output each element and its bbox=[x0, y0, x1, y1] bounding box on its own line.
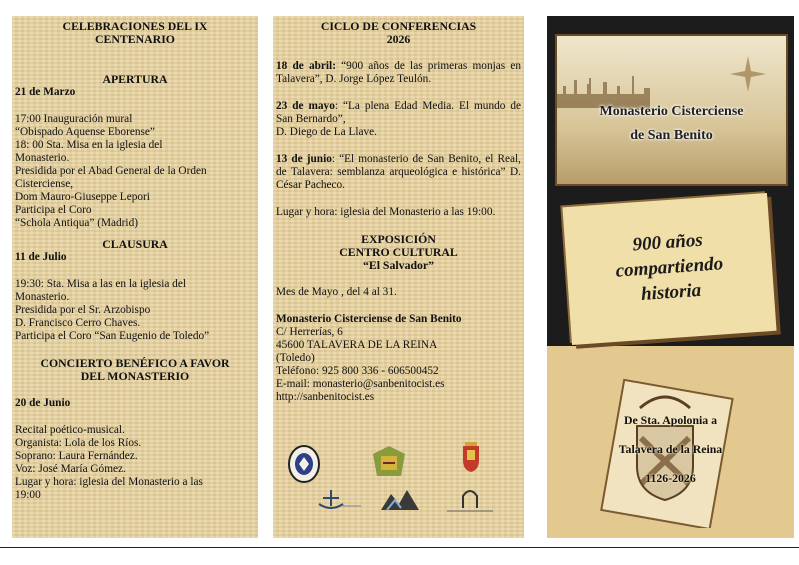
contact-name: Monasterio Cisterciense de San Benito bbox=[276, 313, 462, 325]
clausura-date: 11 de Julio bbox=[15, 251, 67, 263]
bottom-line-1: De Sta. Apolonia a bbox=[623, 413, 718, 427]
compass-rose-icon bbox=[728, 54, 768, 94]
talavera-arms-logo bbox=[459, 440, 483, 478]
conference-place: Lugar y hora: iglesia del Monasterio a las 19:00. bbox=[276, 206, 496, 218]
apertura-title: APERTURA bbox=[102, 72, 168, 86]
email-link[interactable]: E-mail: monasterio@sanbenitocist.es bbox=[276, 378, 445, 390]
turismo-logo bbox=[377, 484, 423, 518]
conference-2: 23 de mayo: “La plena Edad Media. El mundo de San Bernardo”, D. Diego de La Llave. bbox=[276, 100, 522, 138]
slogan-text: 900 años compartiendo historia bbox=[614, 229, 724, 306]
conference-1: 18 de abril: “900 años de las primeras monjas en Talavera”, D. Jorge López Teulón. bbox=[276, 60, 521, 85]
historic-map-photo bbox=[555, 34, 788, 186]
conferencias-heading: CICLO DE CONFERENCIAS 2026 bbox=[320, 19, 477, 46]
concierto-title: CONCIERTO BENÉFICO A FAVOR DEL MONASTERIO bbox=[40, 356, 230, 383]
bottom-years: 1126-2026 bbox=[645, 471, 696, 485]
website-link[interactable]: http://sanbenitocist.es bbox=[276, 391, 375, 403]
conference-3: 13 de junio: “El monasterio de San Benito, el Real, de Talavera: semblanza arqueológica e histórica” D. César Pacheco. bbox=[276, 153, 521, 191]
concierto-details: Recital poético-musical. Organista: Lola de los Ríos. Soprano: Laura Fernández. Voz: José María Gómez. Lugar y hora: iglesia del Monasterio a las 19:00 bbox=[15, 424, 203, 501]
bottom-divider bbox=[0, 547, 799, 548]
exposicion-dates: Mes de Mayo , del 4 al 31. bbox=[276, 286, 397, 298]
bishop-arms-logo bbox=[369, 444, 409, 484]
panel-conferencias bbox=[273, 16, 524, 538]
exposicion-title: EXPOSICIÓN CENTRO CULTURAL “El Salvador” bbox=[339, 232, 458, 272]
contact-block: Monasterio Cisterciense de San Benito C/ Herrerías, 6 45600 TALAVERA DE LA REINA (Toledo) Teléfono: 925 800 336 - 606500452 E-mail: monasterio@sanbenitocist.es http://sanbenitocist.es bbox=[276, 313, 521, 404]
arch-logo bbox=[443, 484, 497, 518]
panel-celebraciones bbox=[12, 16, 258, 538]
anchor-logo bbox=[311, 486, 363, 516]
panel-cover bbox=[547, 16, 794, 538]
slogan-card bbox=[562, 193, 776, 345]
bottom-line-2: Talavera de la Reina bbox=[618, 442, 723, 456]
apertura-date: 21 de Marzo bbox=[15, 86, 76, 98]
concierto-date: 20 de Junio bbox=[15, 397, 71, 409]
clausura-title: CLAUSURA bbox=[102, 237, 168, 251]
apertura-details: 17:00 Inauguración mural “Obispado Aquense Eborense” 18: 00 Sta. Misa en la iglesia del Monasterio. Presidida por el Abad General de la Orden Cisterciense, Dom Mauro-Giuseppe Lepori Participa el Coro “Schola Antiqua” (Madrid) bbox=[15, 113, 207, 229]
clausura-details: 19:30: Sta. Misa a las en la iglesia del Monasterio. Presidida por el Sr. Arzobispo D. Francisco Cerro Chaves. Participa el Coro “San Eugenio de Toledo” bbox=[15, 278, 210, 342]
photo-caption: Monasterio Cisterciense de San Benito bbox=[599, 104, 744, 143]
cistercian-seal-logo bbox=[287, 444, 321, 488]
celebraciones-heading: CELEBRACIONES DEL IX CENTENARIO bbox=[62, 19, 208, 46]
